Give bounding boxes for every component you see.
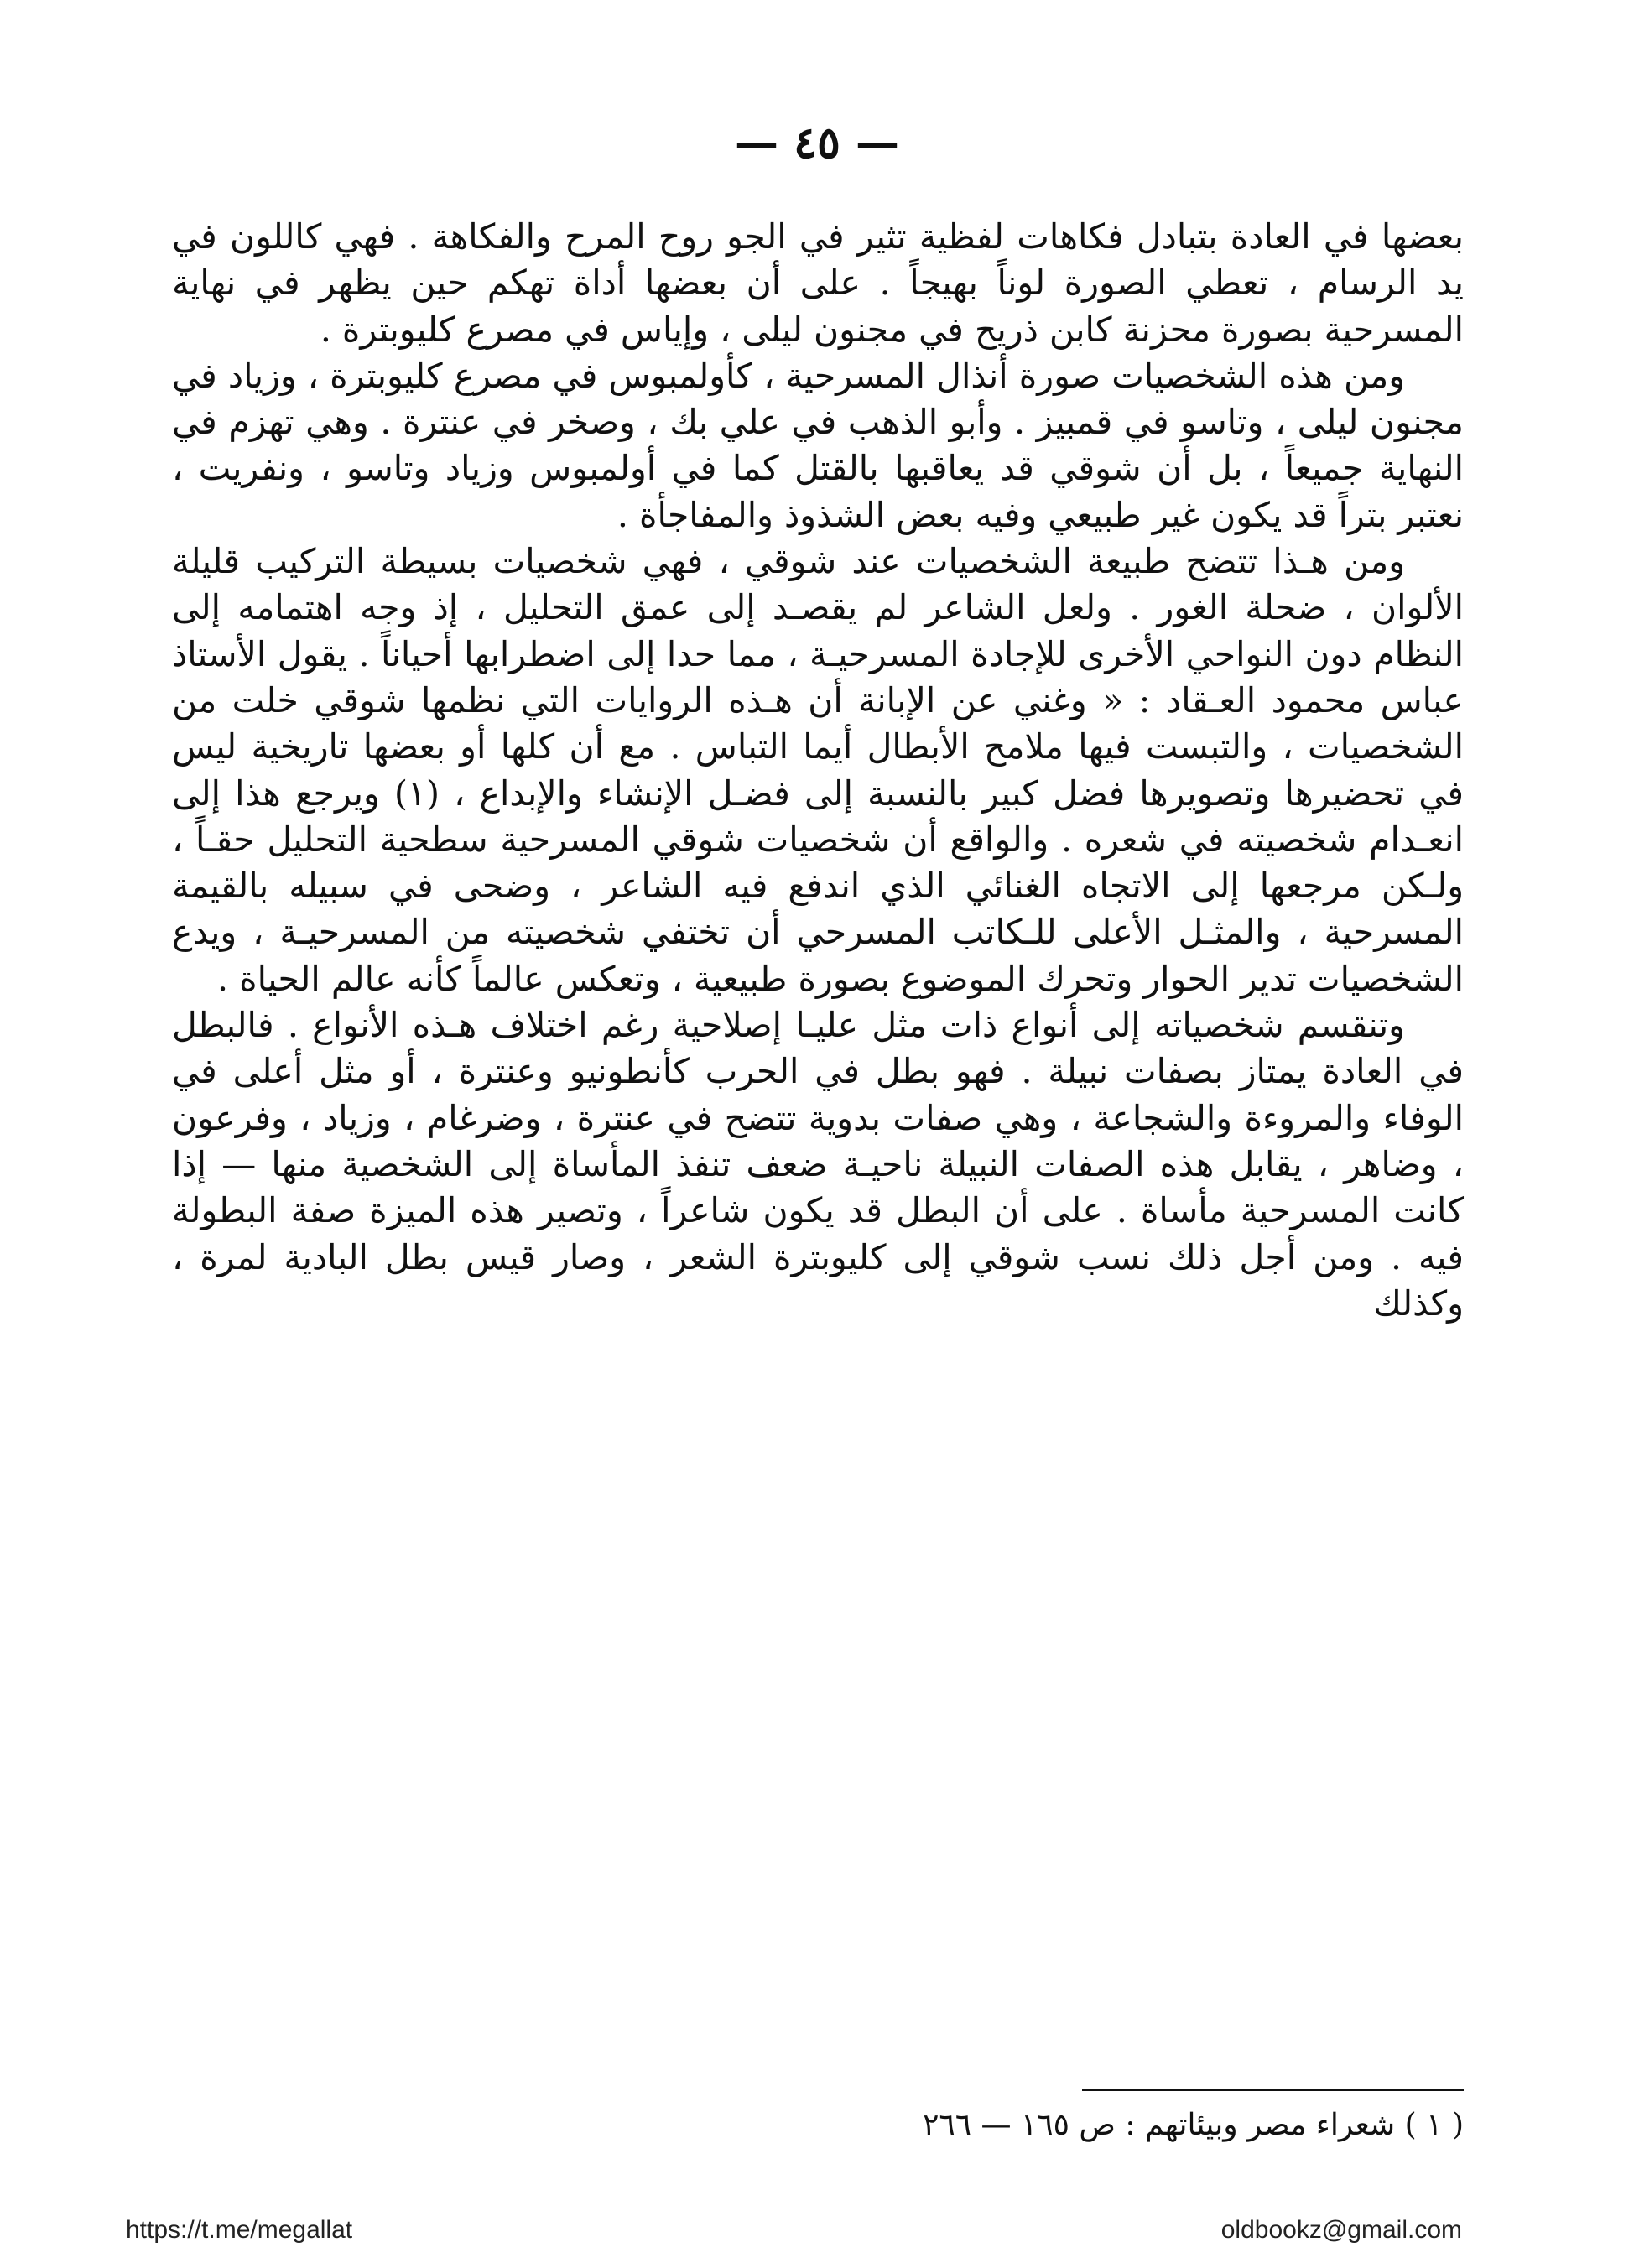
paragraph-2: ومن هذه الشخصيات صورة أنذال المسرحية ، كأولمبوس في مصرع كليوبترة ، وزياد في مجنون ليلى ، وتاسو في قمبيز . وأبو الذهب في علي بك ، وصخر في عنترة . وهي تهزم في النهاية جميعاً ، بل أن شوقي قد يعاقبها بالقتل كما في أولمبوس وزياد وتاسو ، ونفريت ، نعتبر بتراً قد يكون غير طبيعي وفيه بعض الشذوذ والمفاجأة . <box>172 355 1464 535</box>
body-text <box>172 214 1464 1327</box>
page-number: — ٤٥ — <box>734 117 900 169</box>
footer-telegram-link: https://t.me/megallat <box>126 2216 353 2244</box>
paragraph-1: بعضها في العادة بتبادل فكاهات لفظية تثير في الجو روح المرح والفكاهة . فهي كاللون في يد الرسام ، تعطي الصورة لوناً بهيجاً . على أن بعضها أداة تهكم حين يظهر في نهاية المسرحية بصورة محزنة كابن ذريح في مجنون ليلى ، وإياس في مصرع كليوبترة . <box>172 216 1464 350</box>
footer-email: oldbookz@gmail.com <box>1220 2216 1462 2244</box>
paragraph-3: ومن هـذا تتضح طبيعة الشخصيات عند شوقي ، فهي شخصيات بسيطة التركيب قليلة الألوان ، ضحلة الغور . ولعل الشاعر لم يقصـد إلى عمق التحليل ، إذ وجه اهتمامه إلى النظام دون النواحي الأخرى للإجادة المسرحيـة ، مما حدا إلى اضطرابها أحياناً . يقول الأستاذ عباس محمود العـقاد : « وغني عن الإبانة أن هـذه الروايات التي نظمها شوقي خلت من الشخصيات ، والتبست فيها ملامح الأبطال أيما التباس . مع أن كلها أو بعضها تاريخية ليس في تحضيرها وتصويرها فضل كبير بالنسبة إلى فضـل الإنشاء والإبداع ، (١) ويرجع هذا إلى انعـدام شخصيته في شعره . والواقع أن شخصيات شوقي المسرحية سطحية التحليل حقـاً ، ولـكن مرجعها إلى الاتجاه الغنائي الذي اندفع فيه الشاعر ، وضحى في سبيله بالقيمة المسرحية ، والمثـل الأعلى للـكاتب المسرحي أن تختفي شخصيته من المسرحيـة ، ويدع الشخصيات تدير الحوار وتحرك الموضوع بصورة طبيعية ، وتعكس عالماً كأنه عالم الحياة . <box>172 541 1464 999</box>
paragraph-4: وتنقسم شخصياته إلى أنواع ذات مثل عليـا إصلاحية رغم اختلاف هـذه الأنواع . فالبطل في العادة يمتاز بصفات نبيلة . فهو بطل في الحرب كأنطونيو وعنترة ، أو مثل أعلى في الوفاء والمروءة والشجاعة ، وهي صفات بدوية تتضح في عنترة ، وضرغام ، وزياد ، وفرعون ، وضاهر ، يقابل هذه الصفات النبيلة ناحيـة ضعف تنفذ المأساة إلى الشخصية منها — إذا كانت المسرحية مأساة . على أن البطل قد يكون شاعراً ، وتصير هذه الميزة صفة البطولة فيه . ومن أجل ذلك نسب شوقي إلى كليوبترة الشعر ، وصار قيس بطل البادية لمرة ، وكذلك <box>172 1005 1464 1324</box>
footnote: ( ١ ) شعراء مصر وبيئاتهم : ص ١٦٥ — ٢٦٦ <box>923 2108 1464 2142</box>
footnote-divider <box>1082 2089 1464 2091</box>
